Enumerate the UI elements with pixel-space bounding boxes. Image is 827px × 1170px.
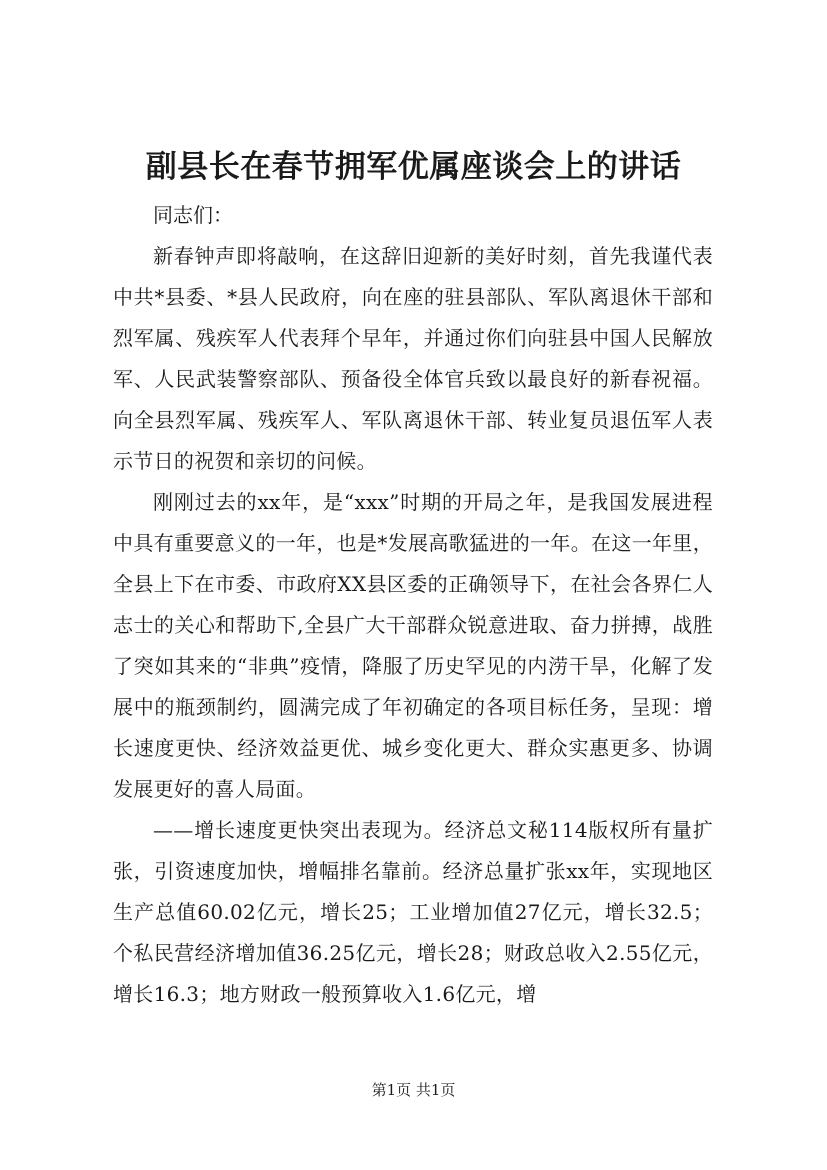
paragraph-1: 新春钟声即将敲响，在这辞旧迎新的美好时刻，首先我谨代表中共*县委、*县人民政府，向在座的驻县部队、军队离退休干部和烈军属、残疾军人代表拜个早年，并通过你们向驻县中国人民解放军、人民武装警察部队、预备役全体官兵致以最良好的新春祝福。向全县烈军属、残疾军人、军队离退休干部、转业复员退伍军人表示节日的祝贺和亲切的问候。 <box>113 244 713 473</box>
document-body <box>113 195 713 1015</box>
paragraph-2: 刚刚过去的xx年，是“xxx”时期的开局之年，是我国发展进程中具有重要意义的一年，也是*发展高歌猛进的一年。在这一年里，全县上下在市委、市政府XX县区委的正确领导下，在社会各界仁人志士的关心和帮助下,全县广大干部群众锐意进取、奋力拼搏，战胜了突如其来的“非典”疫情，降服了历史罕见的内涝干旱，化解了发展中的瓶颈制约，圆满完成了年初确定的各项目标任务，呈现：增长速度更快、经济效益更优、城乡变化更大、群众实惠更多、协调发展更好的喜人局面。 <box>113 490 713 801</box>
paragraph-3: ——增长速度更快突出表现为。经济总文秘114版权所有量扩张，引资速度加快，增幅排名靠前。经济总量扩张xx年，实现地区生产总值60.02亿元，增长25；工业增加值27亿元，增长32.5；个私民营经济增加值36.25亿元，增长28；财政总收入2.55亿元，增长16.3；地方财政一般预算收入1.6亿元，增 <box>113 818 713 1006</box>
page-footer: 第1页 共1页 <box>371 1081 456 1099</box>
greeting: 同志们： <box>153 203 233 227</box>
document-title: 副县长在春节拥军优属座谈会上的讲话 <box>145 149 682 185</box>
